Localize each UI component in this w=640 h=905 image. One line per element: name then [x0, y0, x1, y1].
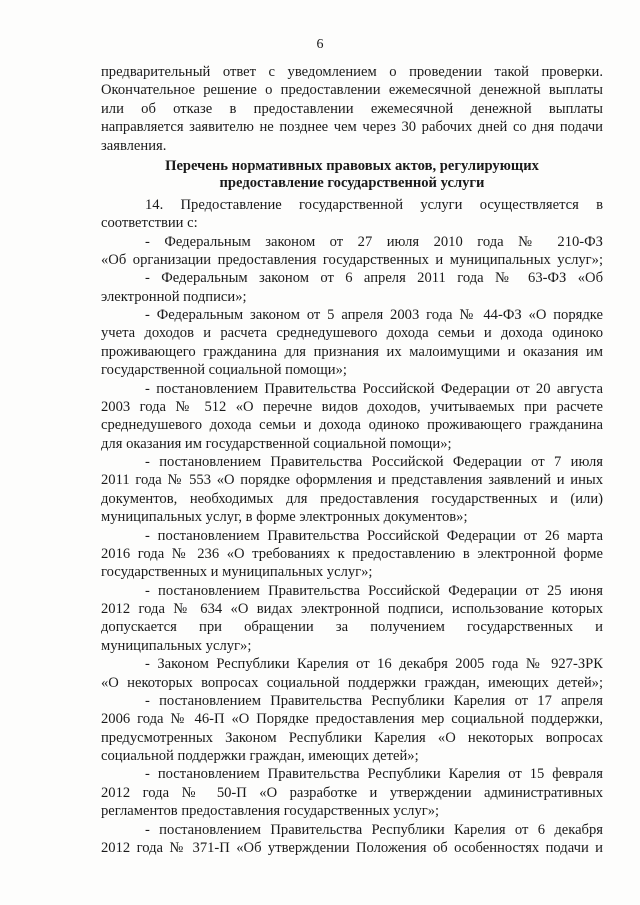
text-line: допускается при обращении за получением государственных и [101, 619, 603, 635]
text-line: социальной поддержки граждан, имеющих детей»; [101, 748, 419, 764]
text-line: 14. Предоставление государственной услуги осуществляется в [145, 197, 603, 213]
text-line: 2016 года № 236 «О требованиях к предоставлению в электронной форме [101, 546, 603, 562]
text-line: 2011 года № 553 «О порядке оформления и представления заявлений и иных [101, 472, 603, 488]
text-line: - постановлением Правительства Республики Карелия от 15 февраля [145, 766, 603, 782]
text-line: 2012 года № 371-П «Об утверждении Положения об особенностях подачи и [101, 840, 603, 856]
text-line: - Законом Республики Карелия от 16 декабря 2005 года № 927-ЗРК [145, 656, 603, 672]
page-number: 6 [316, 37, 324, 52]
text-line: муниципальных услуг, в форме электронных документов»; [101, 509, 468, 525]
text-line: учета доходов и расчета среднедушевого дохода семьи и дохода одиноко [101, 325, 603, 341]
text-line: 2012 года № 50-П «О разработке и утверждении административных [101, 785, 603, 801]
text-line: предусмотренных Законом Республики Карелия «О некоторых вопросах [101, 730, 603, 746]
text-line: или об отказе в предоставлении ежемесячной денежной выплаты [101, 101, 603, 117]
text-line: муниципальных услуг»; [101, 638, 252, 654]
text-line: - постановлением Правительства Республики Карелия от 17 апреля [145, 693, 603, 709]
text-line: - постановлением Правительства Российской Федерации от 20 августа [145, 381, 603, 397]
text-line: - постановлением Правительства Российской Федерации от 26 марта [145, 528, 603, 544]
text-line: государственных и муниципальных услуг»; [101, 564, 373, 580]
text-line: - постановлением Правительства Российской Федерации от 25 июня [145, 583, 603, 599]
text-line: - Федеральным законом от 6 апреля 2011 года № 63-ФЗ «Об [145, 270, 603, 286]
section-heading-line: предоставление государственной услуги [219, 175, 485, 191]
text-line: предварительный ответ с уведомлением о проведении такой проверки. [101, 64, 603, 80]
text-line: государственной социальной помощи»; [101, 362, 347, 378]
text-line: Окончательное решение о предоставлении ежемесячной денежной выплаты [101, 82, 603, 98]
text-line: заявления. [101, 138, 167, 154]
text-line: «Об организации предоставления государственных и муниципальных услуг»; [101, 252, 603, 268]
text-line: - Федеральным законом от 5 апреля 2003 года № 44-ФЗ «О порядке [145, 307, 603, 323]
text-line: 2012 года № 634 «О видах электронной подписи, использование которых [101, 601, 603, 617]
text-line: «О некоторых вопросах социальной поддержки граждан, имеющих детей»; [101, 675, 603, 691]
text-line: регламентов предоставления государственных услуг»; [101, 803, 440, 819]
text-line: электронной подписи»; [101, 289, 247, 305]
text-line: направляется заявителю не позднее чем через 30 рабочих дней со дня подачи [101, 119, 603, 135]
text-line: для оказания им государственной социальной помощи»; [101, 436, 452, 452]
section-heading-line: Перечень нормативных правовых актов, регулирующих [165, 158, 539, 174]
text-line: проживающего гражданина для признания их малоимущими и оказания им [101, 344, 603, 360]
text-line: документов, необходимых для предоставления государственных и (или) [101, 491, 603, 507]
text-line: - Федеральным законом от 27 июля 2010 года № 210-ФЗ [145, 234, 603, 250]
text-line: 2003 года № 512 «О перечне видов доходов, учитываемых при расчете [101, 399, 603, 415]
text-line: 2006 года № 46-П «О Порядке предоставления мер социальной поддержки, [101, 711, 603, 727]
text-line: - постановлением Правительства Республики Карелия от 6 декабря [145, 822, 603, 838]
text-line: среднедушевого дохода семьи и дохода одиноко проживающего гражданина [101, 417, 603, 433]
text-line: соответствии с: [101, 215, 198, 231]
text-line: - постановлением Правительства Российской Федерации от 7 июля [145, 454, 603, 470]
